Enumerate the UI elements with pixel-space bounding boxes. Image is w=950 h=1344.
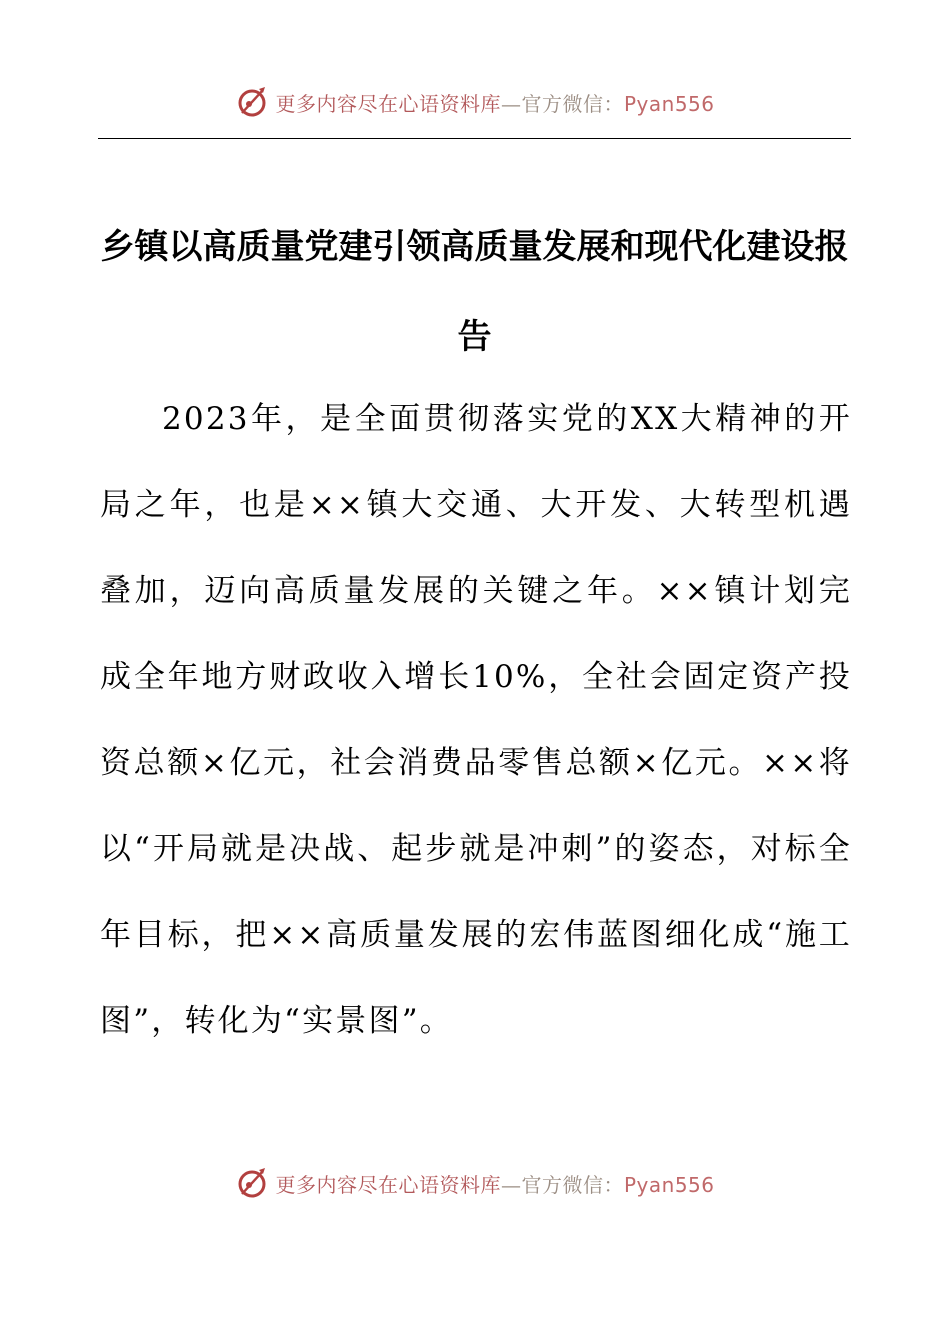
banner-lead-text: 更多内容尽在心语资料库: [275, 91, 501, 116]
banner-wechat-label: 官方微信：: [521, 1172, 624, 1197]
banner-wechat-handle: Pyan556: [623, 1172, 715, 1197]
body-paragraph: 2023年，是全面贯彻落实党的XX大精神的开局之年，也是××镇大交通、大开发、大转型机遇叠加，迈向高质量发展的关键之年。××镇计划完成全年地方财政收入增长10%，全社会固定资产投资总额×亿元，社会消费品零售总额×亿元。××将以“开局就是决战、起步就是冲刺”的姿态，对标全年目标，把××高质量发展的宏伟蓝图细化成“施工图”，转化为“实景图”。: [100, 401, 852, 1039]
footer-banner: [0, 1163, 950, 1203]
footer-banner-text: [275, 1169, 714, 1198]
banner-separator: —: [500, 1172, 522, 1197]
header-banner: [0, 82, 950, 122]
banner-wechat-handle: Pyan556: [623, 91, 715, 116]
pen-circle-logo-icon: [235, 1166, 269, 1200]
pen-circle-logo-icon: [235, 85, 269, 119]
header-divider: [98, 138, 851, 139]
banner-wechat-label: 官方微信：: [521, 91, 624, 116]
document-title: 乡镇以高质量党建引领高质量发展和现代化建设报告: [100, 227, 849, 357]
banner-separator: —: [500, 91, 522, 116]
header-banner-text: [275, 88, 714, 117]
banner-lead-text: 更多内容尽在心语资料库: [275, 1172, 501, 1197]
